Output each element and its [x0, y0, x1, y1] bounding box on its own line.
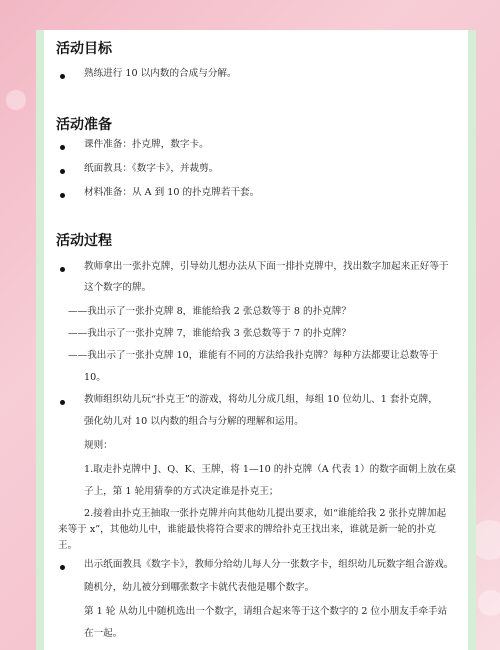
bullet-icon [60, 193, 65, 198]
process-item-line: 教师组织幼儿玩“扑克王”的游戏，将幼儿分成几组，每组 10 位幼儿、1 套扑克牌， [84, 394, 438, 405]
rule-line: 2.接着由扑克王抽取一张扑克牌并向其他幼儿提出要求，如“谁能给我 2 张扑克牌加起 [84, 508, 447, 519]
example-line: ——我出示了一张扑克牌 8，谁能给我 2 张总数等于 8 的扑克牌？ [68, 306, 351, 317]
bullet-icon [60, 169, 65, 174]
prep-item: 纸面教具：《数字卡》，并裁剪。 [84, 163, 219, 174]
goal-item: 熟练进行 10 以内数的合成与分解。 [84, 68, 237, 79]
rule-line: 王。 [58, 540, 78, 551]
document-page [44, 30, 468, 650]
process-item-line: 随机分，幼儿被分到哪张数字卡就代表他是哪个数字。 [84, 582, 315, 593]
bullet-icon [60, 267, 65, 272]
section-title-goals: 活动目标 [56, 41, 112, 57]
example-line: ——我出示了一张扑克牌 10，谁能有不同的方法给我扑克牌？每种方法都要让总数等于 [68, 350, 439, 361]
process-item-line: 强化幼儿对 10 以内数的组合与分解的理解和运用。 [84, 416, 304, 427]
example-line: 10。 [84, 372, 106, 383]
process-item-line: 第 1 轮 从幼儿中随机选出一个数字，请组合起来等于这个数字的 2 位小朋友手牵手站 [84, 606, 448, 617]
section-title-process: 活动过程 [56, 233, 112, 249]
bullet-icon [60, 74, 65, 79]
section-title-preparation: 活动准备 [56, 117, 112, 133]
bullet-icon [60, 400, 65, 405]
decorative-bubble [478, 590, 500, 616]
process-item-line: 这个数字的牌。 [84, 282, 152, 293]
process-item-line: 出示纸面教具《数字卡》，教师分给幼儿每人分一张数字卡，组织幼儿玩数字组合游戏。 [84, 559, 454, 570]
rule-line: 子上，第 1 轮用猜拳的方式决定谁是扑克王； [84, 486, 279, 497]
process-item-line: 在一起。 [84, 628, 123, 639]
bullet-icon [60, 145, 65, 150]
process-item-line: 教师拿出一张扑克牌，引导幼儿想办法从下面一排扑克牌中，找出数字加起来正好等于 [84, 261, 449, 272]
prep-item: 材料准备：从 A 到 10 的扑克牌若干套。 [84, 187, 260, 198]
bullet-icon [60, 565, 65, 570]
rules-label: 规则： [84, 440, 113, 451]
decorative-bubble [6, 90, 26, 110]
prep-item: 课件准备：扑克牌，数字卡。 [84, 139, 209, 150]
rule-line: 1.取走扑克牌中 J、Q、K、王牌，将 1—10 的扑克牌（A 代表 1）的数字面朝上放在桌 [84, 464, 457, 475]
rule-line: 来等于 x”，其他幼儿中，谁能最快将符合要求的牌给扑克王找出来，谁就是新一轮的扑克 [58, 524, 436, 535]
example-line: ——我出示了一张扑克牌 7，谁能给我 3 张总数等于 7 的扑克牌？ [68, 328, 351, 339]
